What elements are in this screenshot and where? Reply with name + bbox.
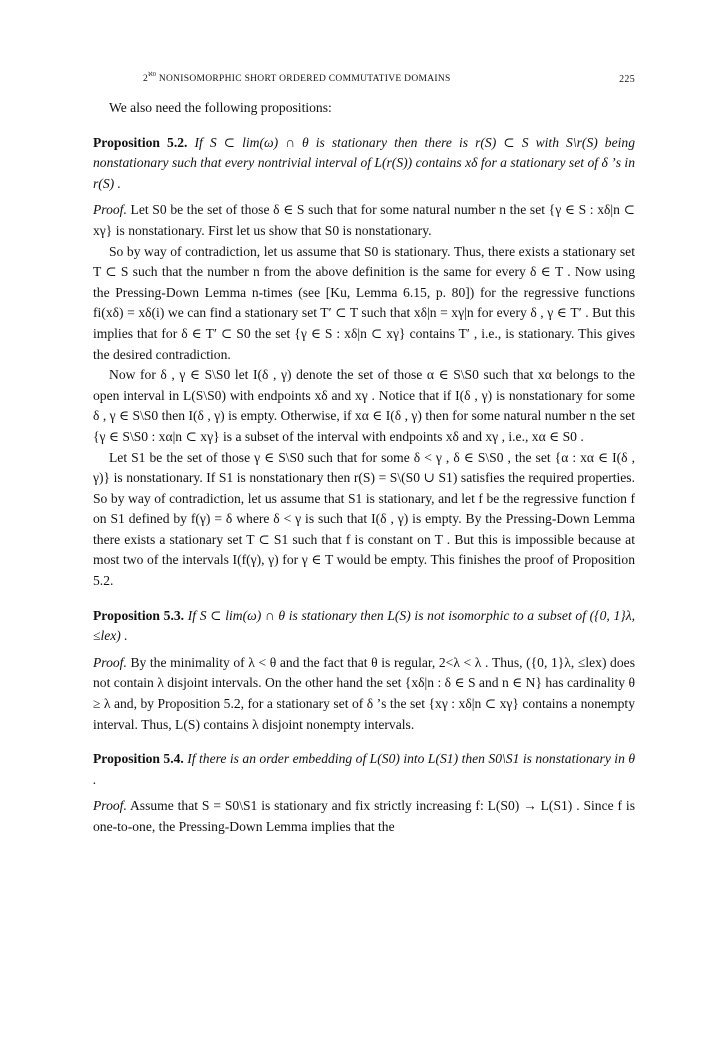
proof-5-4-text: Assume that S = S0\S1 is stationary and fix strictly increasing f: L(S0) → L(S1) . Since f is one-to-one, the Pressing-Down Lemma implies that the <box>93 798 635 834</box>
title-superscript: ℵ0 <box>148 72 157 78</box>
proposition-5-2 <box>93 133 635 195</box>
proposition-5-2-statement: If S ⊂ lim(ω) ∩ θ is stationary then there is r(S) ⊂ S with S\r(S) being nonstationary such that every nontrivial interval of L(r(S)) contains xδ for a stationary set of δ ’s in r(S) . <box>93 134 636 191</box>
proof-5-2-p3: Now for δ , γ ∈ S\S0 let I(δ , γ) denote the set of those α ∈ S\S0 such that xα belongs to the open interval in L(S\S0) with endpoints xδ and xγ . Notice that if I(δ , γ) is nonstationary for some δ , γ ∈ S\S0 then I(δ , γ) is empty. Otherwise, if xα ∈ I(δ , γ) then for some natural number n the set {γ ∈ S\S0 : xα|n ⊂ xγ} is a subset of the interval with endpoints xδ and xγ , i.e., xα ∈ S0 . <box>93 367 635 444</box>
proof-5-3 <box>93 653 635 735</box>
proof-5-2-p4: Let S1 be the set of those γ ∈ S\S0 such that for some δ < γ , δ ∈ S\S0 , the set {α : xα ∈ I(δ , γ)} is nonstationary. If S1 is nonstationary then r(S) = S\(S0 ∪ S1) satisfies the required properties. So by way of contradiction, let us assume that S1 is stationary, and let f be the regressive function f on S1 defined by f(γ) = δ where δ < γ is such that I(δ , γ) is empty. By the Pressing-Down Lemma there exists a stationary set T ⊂ S1 such that f is constant on T . But this is impossible because at most two of the intervals I(f(γ), γ) for γ ∈ T would be empty. This finishes the proof of Proposition 5.2. <box>93 449 635 589</box>
title-prefix: 2 <box>143 74 149 84</box>
proposition-5-2-label: Proposition 5.2. <box>93 134 188 150</box>
proof-5-2-p2: So by way of contradiction, let us assume that S0 is stationary. Thus, there exists a stationary set T ⊂ S such that the number n from the above definition is the same for every δ ∈ T . Now using the Pressing-Down Lemma n-times (see [Ku, Lemma 6.15, p. 80]) for the regressive functions fi(xδ) = xδ(i) we can find a stationary set T′ ⊂ T such that xδ|n = xγ|n for every δ , γ ∈ T′ . But this implies that for δ ∈ T′ ⊂ S0 the set {γ ∈ S : xδ|n ⊂ xγ} contains T′ , i.e., is stationary. This gives the desired contradiction. <box>93 243 635 362</box>
proof-5-4-label: Proof. <box>93 798 127 814</box>
proposition-5-3-label: Proposition 5.3. <box>93 607 185 623</box>
proof-5-3-text: By the minimality of λ < θ and the fact that θ is regular, 2<λ < λ . Thus, ({0, 1}λ, ≤lex) does not contain λ disjoint intervals. On the other hand the set {xδ|n : δ ∈ S and n ∈ N} has cardinality θ ≥ λ and, by Proposition 5.2, for a stationary set of δ ’s the set {xγ : xδ|n ⊂ xγ} contains a nonempty interval. Thus, L(S) contains λ disjoint nonempty intervals. <box>93 654 635 732</box>
proposition-5-4-label: Proposition 5.4. <box>93 751 184 767</box>
proposition-5-3-statement: If S ⊂ lim(ω) ∩ θ is stationary then L(S) is not isomorphic to a subset of ({0, 1}λ, ≤lex) . <box>93 607 635 644</box>
page-number: 225 <box>619 74 635 85</box>
running-header <box>93 70 635 88</box>
proof-5-4 <box>93 796 635 837</box>
proof-5-2-label: Proof. <box>93 202 127 218</box>
proof-5-3-label: Proof. <box>93 654 127 670</box>
intro-text: We also need the following propositions: <box>109 100 332 115</box>
proposition-5-4 <box>93 749 635 790</box>
page <box>93 70 635 838</box>
title-text: NONISOMORPHIC SHORT ORDERED COMMUTATIVE DOMAINS <box>156 74 451 84</box>
running-title <box>143 74 451 84</box>
proof-5-2 <box>93 200 635 241</box>
proposition-5-4-statement: If there is an order embedding of L(S0) into L(S1) then S0\S1 is nonstationary in θ . <box>93 751 636 787</box>
proposition-5-3 <box>93 606 635 647</box>
proof-5-2-p1: Let S0 be the set of those δ ∈ S such that for some natural number n the set {γ ∈ S : xδ|n ⊂ xγ} is nonstationary. First let us show that S0 is nonstationary. <box>93 202 636 238</box>
